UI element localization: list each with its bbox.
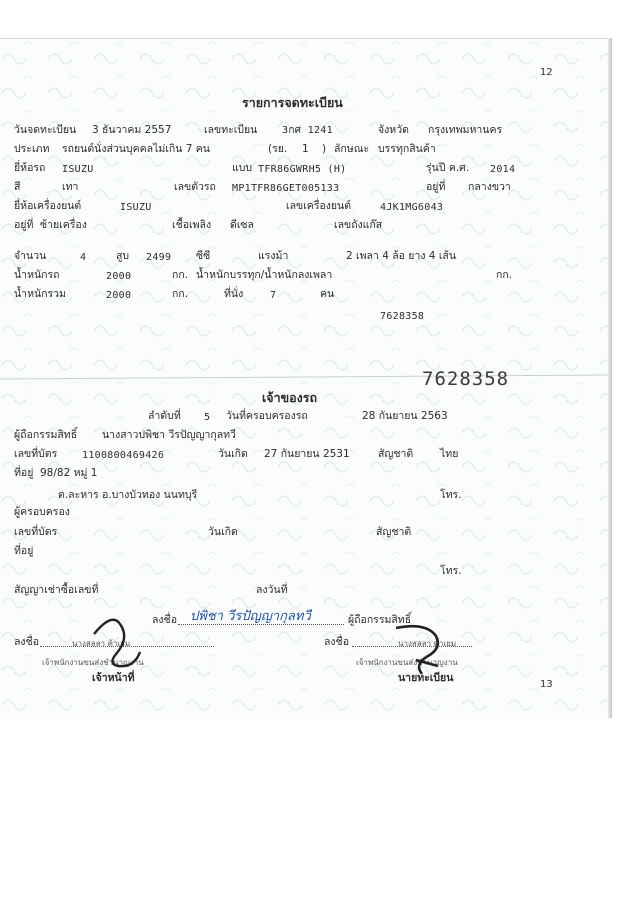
type-code-open: (รย. — [268, 143, 288, 155]
gas-tank-label: เลขถังแก๊ส — [334, 219, 383, 231]
model-label: แบบ — [232, 162, 253, 174]
qty: 4 — [80, 252, 87, 263]
gross-weight-label: น้ำหนักรวม — [14, 288, 66, 300]
load-unit: กก. — [496, 269, 513, 281]
officer-position: เจ้าพนักงานขนส่งชำนาญงาน — [42, 658, 144, 667]
fuel-label: เชื้อเพลิง — [172, 219, 212, 231]
cc-label: ซีซี — [196, 250, 211, 262]
color: เทา — [62, 181, 79, 193]
model: TFR86GWRH5 (H) — [258, 164, 347, 175]
dob-label: วันเกิด — [218, 448, 248, 460]
id-number: 1100800469426 — [82, 450, 165, 461]
perforated-serial-stamp: 7628358 — [422, 368, 510, 390]
page-edge-shadow — [608, 38, 612, 718]
seats-label: ที่นั่ง — [224, 288, 244, 300]
holder-tel-label: โทร. — [440, 565, 462, 577]
holder-dob-label: วันเกิด — [208, 526, 238, 538]
chassis-loc-label: อยู่ที่ — [426, 181, 446, 193]
owner-label: ผู้ถือกรรมสิทธิ์ — [14, 429, 78, 441]
gross-weight: 2000 — [106, 290, 132, 301]
engine-loc-label: อยู่ที่ — [14, 219, 34, 231]
address-label: ที่อยู่ — [14, 467, 34, 479]
engine-cc: 2499 — [146, 252, 172, 263]
officer-sign-label: ลงชื่อ — [14, 636, 39, 648]
officer-role: เจ้าหน้าที่ — [92, 672, 135, 684]
holder-nationality-label: สัญชาติ — [376, 526, 412, 538]
body-label: ลักษณะ — [334, 143, 370, 155]
nationality-label: สัญชาติ — [378, 448, 414, 460]
engine-brand-label: ยี่ห้อเครื่องยนต์ — [14, 200, 82, 212]
chassis-label: เลขตัวรถ — [174, 181, 216, 193]
seats-unit: คน — [320, 288, 335, 300]
hp-label: แรงม้า — [258, 250, 289, 262]
fuel: ดีเซล — [230, 219, 254, 231]
load-label: น้ำหนักบรรทุก/น้ำหนักลงเพลา — [196, 269, 333, 281]
possession-date: 28 กันยายน 2563 — [362, 410, 448, 422]
id-label: เลขที่บัตร — [14, 448, 58, 460]
brand: ISUZU — [62, 164, 94, 175]
possession-label: วันที่ครอบครองรถ — [226, 410, 308, 422]
engine-location: ซ้ายเครื่อง — [40, 219, 87, 231]
plate-number: 3กศ 1241 — [282, 125, 333, 136]
page-number-bottom: 13 — [540, 679, 553, 690]
owner-title: เจ้าของรถ — [262, 390, 318, 405]
weight-unit: กก. — [172, 269, 189, 281]
lease-date-label: ลงวันที่ — [256, 584, 288, 596]
province: กรุงเทพมหานคร — [428, 124, 503, 136]
owner-sign-label: ลงชื่อ — [152, 614, 177, 626]
registrar-role: นายทะเบียน — [398, 672, 454, 684]
registrar-signature-mark — [392, 620, 452, 680]
owner-sign-role: ผู้ถือกรรมสิทธิ์ — [348, 614, 412, 626]
engine-no-label: เลขเครื่องยนต์ — [286, 200, 352, 212]
type-code: 1 — [302, 143, 309, 155]
qty-label: จำนวน — [14, 250, 47, 262]
officer-name-small: นางสลลา ค้าเยม — [72, 639, 131, 648]
engine-brand: ISUZU — [120, 202, 152, 213]
address-line-2: ต.ละหาร อ.บางบัวทอง นนทบุรี — [58, 489, 198, 501]
holder-id-label: เลขที่บัตร — [14, 526, 58, 538]
cylinder-label: สูบ — [116, 250, 130, 262]
type-code-close: ) — [322, 143, 327, 155]
vehicle-type: รถยนต์นั่งส่วนบุคคลไม่เกิน 7 คน — [62, 143, 210, 155]
owner-signature: ปพิชา วีรปัญญากุลทวี — [190, 609, 311, 624]
year-label: รุ่นปี ค.ศ. — [426, 162, 470, 174]
seats: 7 — [270, 290, 277, 301]
owner-name: นางสาวปพิชา วีรปัญญากุลทวี — [102, 429, 236, 441]
owner-order: 5 — [204, 412, 211, 423]
lease-label: สัญญาเช่าซื้อเลขที่ — [14, 584, 99, 596]
chassis-number: MP1TFR86GET005133 — [232, 183, 340, 194]
registrar-position: เจ้าพนักงานขนส่งชำนาญงาน — [356, 658, 458, 667]
body-style: บรรทุกสินค้า — [378, 143, 436, 155]
serial-number: 7628358 — [380, 311, 425, 322]
reg-date-label: วันจดทะเบียน — [14, 124, 77, 136]
registrar-sign-label: ลงชื่อ — [324, 636, 349, 648]
vehicle-weight: 2000 — [106, 271, 132, 282]
model-year: 2014 — [490, 164, 516, 175]
registration-title: รายการจดทะเบียน — [242, 95, 343, 110]
brand-label: ยี่ห้อรถ — [14, 162, 46, 174]
holder-label: ผู้ครอบครอง — [14, 506, 70, 518]
chassis-location: กลางขวา — [468, 181, 511, 193]
date-of-birth: 27 กันยายน 2531 — [264, 448, 350, 460]
order-label: ลำดับที่ — [148, 410, 181, 422]
weight-label: น้ำหนักรถ — [14, 269, 60, 281]
gross-unit: กก. — [172, 288, 189, 300]
type-label: ประเภท — [14, 143, 50, 155]
color-label: สี — [14, 181, 21, 193]
axles-wheels: 2 เพลา 4 ล้อ ยาง 4 เส้น — [346, 250, 456, 262]
reg-date: 3 ธันวาคม 2557 — [92, 124, 172, 136]
page-number-top: 12 — [540, 67, 553, 78]
province-label: จังหวัด — [378, 124, 409, 136]
plate-label: เลขทะเบียน — [204, 124, 258, 136]
tel-label: โทร. — [440, 489, 462, 501]
registrar-name-small: นางสลลา ค้าเยม — [398, 639, 457, 648]
officer-signature-mark — [88, 604, 148, 668]
engine-number: 4JK1MG6043 — [380, 202, 444, 213]
nationality: ไทย — [440, 448, 459, 460]
holder-address-label: ที่อยู่ — [14, 545, 34, 557]
address-line-1: 98/82 หมู่ 1 — [40, 467, 98, 479]
